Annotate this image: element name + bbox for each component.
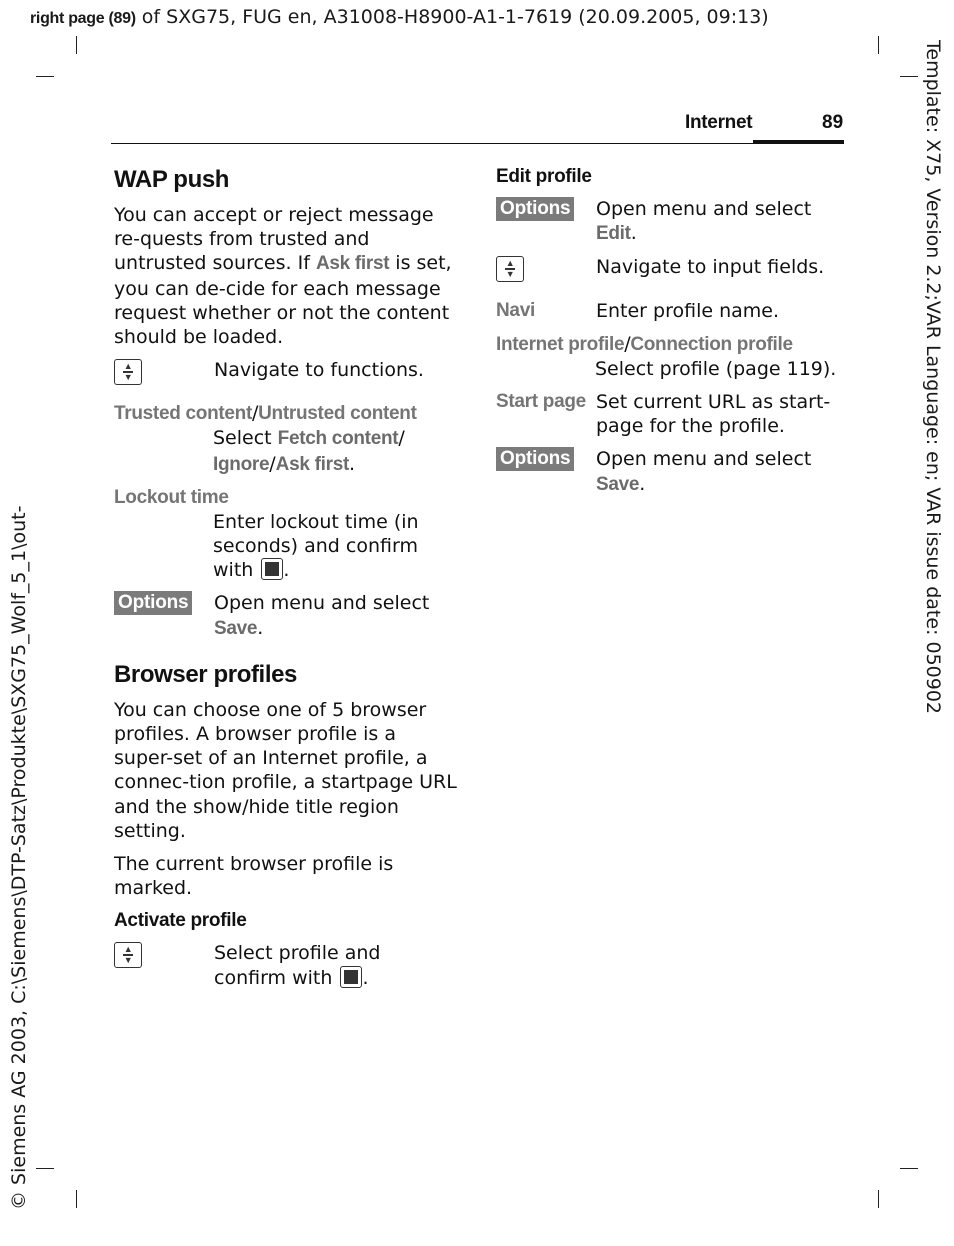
intro-text-cont: is set, you can de-cide for each message request whether or not the content should be loaded. bbox=[114, 252, 452, 349]
separator: / bbox=[398, 427, 405, 450]
crop-mark bbox=[36, 76, 54, 77]
instruction-row bbox=[496, 299, 846, 323]
print-meta-label: right page (89) bbox=[30, 10, 136, 27]
navigation-key-icon: ▲ ▼ bbox=[114, 359, 142, 385]
browser-profiles-para: The current browser profile is marked. bbox=[114, 853, 394, 900]
options-key-cell bbox=[496, 197, 596, 221]
right-column bbox=[496, 160, 846, 506]
nav-key-cell bbox=[114, 941, 214, 975]
trusted-option: Trusted content bbox=[114, 403, 253, 425]
ask-first-option: Ask first bbox=[315, 253, 390, 275]
wap-push-heading: WAP push bbox=[114, 166, 230, 193]
section-title: Internet bbox=[685, 112, 753, 133]
trusted-content-label bbox=[114, 401, 459, 426]
instruction-text: Set current URL as start-page for the profile. bbox=[596, 391, 831, 438]
copyright-path: © Siemens AG 2003, C:\Siemens\DTP-Satz\Produkte\SXG75_Wolf_5_1\out- bbox=[8, 505, 30, 1210]
options-softkey: Options bbox=[496, 197, 574, 221]
ignore-option: Ignore bbox=[213, 453, 270, 475]
profile-type-label bbox=[496, 332, 846, 357]
period: . bbox=[283, 559, 290, 582]
template-info: Template: X75, Version 2.2;VAR Language: en; VAR issue date: 050902 bbox=[922, 40, 944, 715]
edit-option: Edit bbox=[596, 223, 631, 245]
browser-profiles-heading: Browser profiles bbox=[114, 660, 297, 688]
options-key-cell bbox=[114, 591, 214, 615]
lockout-text: Enter lockout time (in seconds) and confirm with bbox=[213, 510, 419, 582]
instruction-text bbox=[596, 447, 839, 496]
center-key-icon bbox=[261, 558, 283, 580]
options-softkey: Options bbox=[114, 591, 192, 615]
instruction-text bbox=[114, 426, 459, 476]
select-text: Select bbox=[213, 427, 278, 450]
wap-push-intro bbox=[114, 203, 459, 349]
save-option: Save bbox=[214, 617, 258, 639]
separator: / bbox=[252, 402, 259, 425]
internet-profile-option: Internet profile bbox=[496, 333, 625, 355]
header-rule-accent bbox=[753, 140, 844, 144]
ask-first-option: Ask first bbox=[275, 453, 349, 475]
instruction-text bbox=[114, 510, 459, 583]
crop-mark bbox=[900, 1168, 918, 1169]
print-meta-info: of SXG75, FUG en, A31008-H8900-A1-1-7619 (20.09.2005, 09:13) bbox=[135, 6, 769, 28]
instruction-row bbox=[114, 591, 459, 640]
navigation-key-icon: ▲ ▼ bbox=[496, 256, 524, 282]
instruction-text: Select profile (page 119). bbox=[595, 357, 837, 380]
nav-key-cell bbox=[496, 255, 596, 289]
instruction-row bbox=[114, 486, 459, 583]
options-text: Open menu and select bbox=[214, 592, 430, 615]
crop-mark bbox=[76, 36, 77, 54]
instruction-row bbox=[496, 332, 846, 381]
activate-text: Select profile and confirm with bbox=[214, 942, 381, 989]
page-number: 89 bbox=[822, 112, 844, 133]
separator: / bbox=[269, 452, 276, 475]
options-text: Open menu and select bbox=[596, 198, 812, 220]
lockout-time-label: Lockout time bbox=[114, 486, 229, 508]
navi-softkey-label: Navi bbox=[496, 299, 535, 321]
fetch-content-option: Fetch content bbox=[277, 428, 399, 450]
instruction-row bbox=[496, 197, 846, 246]
print-meta-line bbox=[30, 6, 769, 28]
crop-mark bbox=[900, 76, 918, 77]
instruction-row bbox=[496, 255, 846, 289]
header-rule bbox=[111, 143, 844, 144]
instruction-row bbox=[496, 390, 846, 438]
instruction-row bbox=[114, 401, 459, 476]
instruction-row bbox=[496, 447, 846, 496]
instruction-text bbox=[596, 197, 839, 246]
options-softkey: Options bbox=[496, 447, 574, 471]
instruction-text: Navigate to input fields. bbox=[596, 256, 825, 279]
center-key-icon bbox=[340, 966, 362, 988]
untrusted-option: Untrusted content bbox=[258, 403, 417, 425]
edit-profile-heading: Edit profile bbox=[496, 166, 592, 187]
instruction-row bbox=[114, 358, 459, 392]
period: . bbox=[257, 616, 264, 639]
crop-mark bbox=[76, 1190, 77, 1208]
instruction-row bbox=[114, 941, 459, 989]
period: . bbox=[639, 472, 646, 495]
browser-profiles-para: You can choose one of 5 browser profiles. A browser profile is a super-set of an Internet profile, a connec-tion profile, a startpage URL and the show/hide title region setting. bbox=[114, 698, 457, 842]
navigation-key-icon: ▲ ▼ bbox=[114, 942, 142, 968]
period: . bbox=[362, 966, 369, 989]
crop-mark bbox=[878, 36, 879, 54]
start-page-label: Start page bbox=[496, 391, 586, 413]
save-option: Save bbox=[596, 473, 640, 495]
instruction-text bbox=[214, 941, 457, 989]
instruction-text bbox=[214, 591, 457, 640]
options-key-cell bbox=[496, 447, 596, 471]
crop-mark bbox=[878, 1190, 879, 1208]
intro-text: You can accept or reject message re-quests from trusted and untrusted sources. If bbox=[114, 204, 434, 275]
nav-key-cell bbox=[114, 358, 214, 392]
activate-profile-heading: Activate profile bbox=[114, 910, 247, 932]
options-text: Open menu and select bbox=[596, 448, 812, 471]
separator: / bbox=[624, 332, 631, 355]
period: . bbox=[349, 452, 356, 475]
crop-mark bbox=[36, 1168, 54, 1169]
period: . bbox=[630, 222, 637, 245]
instruction-text: Enter profile name. bbox=[596, 299, 780, 322]
left-column bbox=[114, 160, 459, 999]
instruction-text: Navigate to functions. bbox=[214, 359, 424, 382]
connection-profile-option: Connection profile bbox=[630, 333, 793, 355]
